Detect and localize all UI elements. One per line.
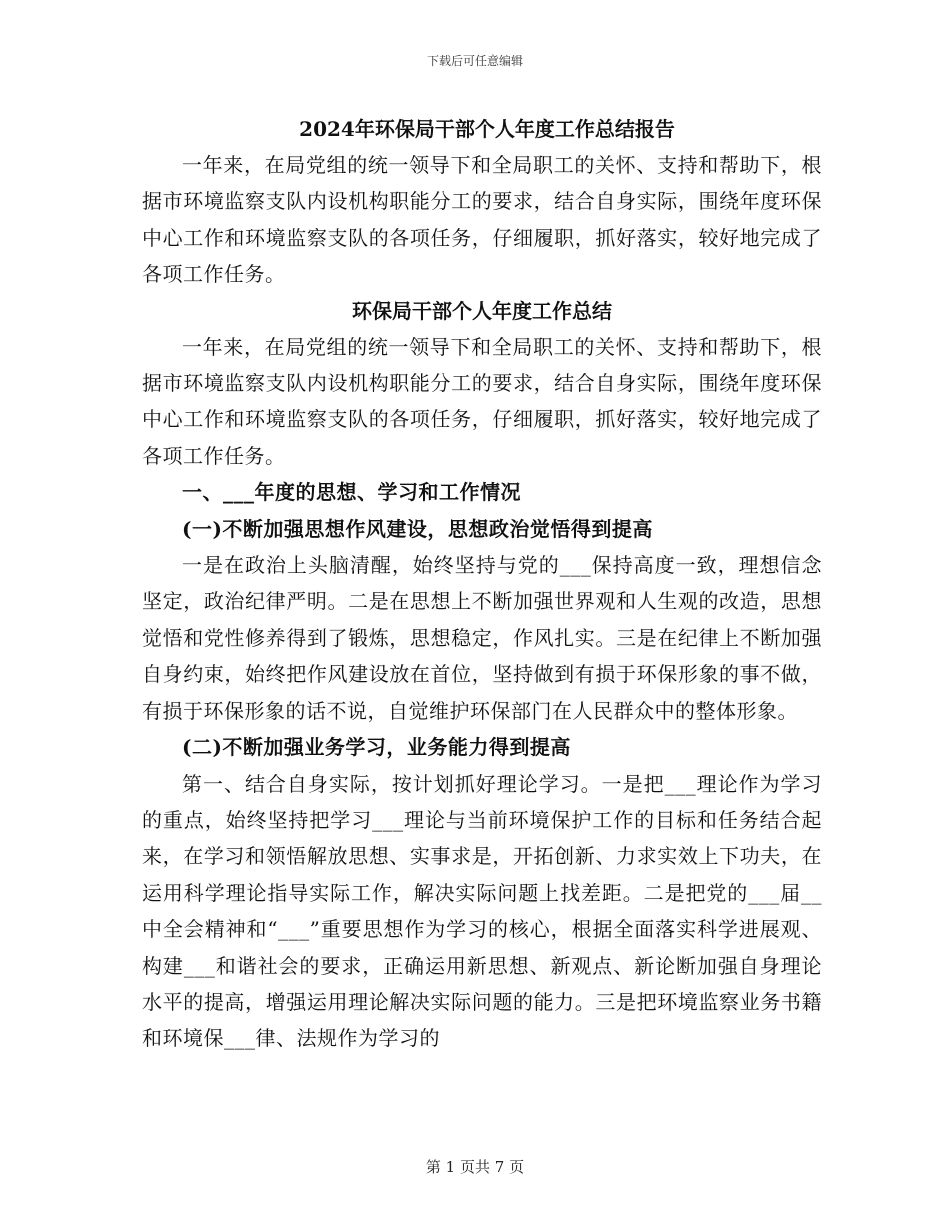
section-1-heading: 一、___年度的思想、学习和工作情况 xyxy=(182,480,521,505)
section-1-1-heading: (一)不断加强思想作风建设，思想政治觉悟得到提高 xyxy=(182,516,653,541)
intro-paragraph-2: 一年来，在局党组的统一领导下和全局职工的关怀、支持和帮助下，根据市环境监察支队内设机构职能分工的要求，结合自身实际，围绕年度环保中心工作和环境监察支队的各项任务，仔细履职，抓好落实，较好地完成了各项工作任务。 xyxy=(142,334,822,468)
section-1-1-body: 一是在政治上头脑清醒，始终坚持与党的___保持高度一致，理想信念坚定，政治纪律严明。二是在思想上不断加强世界观和人生观的改造，思想觉悟和党性修养得到了锻炼，思想稳定，作风扎实。三是在纪律上不断加强自身约束，始终把作风建设放在首位，坚持做到有损于环保形象的事不做，有损于环保形象的话不说，自觉维护环保部门在人民群众中的整体形象。 xyxy=(142,553,822,723)
document-body xyxy=(142,111,822,1057)
section-1-2-body: 第一、结合自身实际，按计划抓好理论学习。一是把___理论作为学习的重点，始终坚持把学习___理论与当前环境保护工作的目标和任务结合起来，在学习和领悟解放思想、实事求是，开拓创新、力求实效上下功夫，在运用科学理论指导实际工作，解决实际问题上找差距。二是把党的___届__中全会精神和“___”重要思想作为学习的核心，根据全面落实科学进展观、构建___和谐社会的要求，正确运用新思想、新观点、新论断加强自身理论水平的提高，增强运用理论解决实际问题的能力。三是把环境监察业务书籍和环境保___律、法规作为学习的 xyxy=(142,771,822,1051)
document-title: 2024年环保局干部个人年度工作总结报告 xyxy=(299,117,675,141)
intro-paragraph: 一年来，在局党组的统一领导下和全局职工的关怀、支持和帮助下，根据市环境监察支队内设机构职能分工的要求，结合自身实际，围绕年度环保中心工作和环境监察支队的各项任务，仔细履职，抓好落实，较好地完成了各项工作任务。 xyxy=(142,153,822,287)
section-1-2-heading: (二)不断加强业务学习，业务能力得到提高 xyxy=(182,735,571,760)
page-number: 第 1 页共 7 页 xyxy=(425,1158,525,1176)
page-header: 下载后可任意编辑 xyxy=(426,54,523,68)
document-subtitle: 环保局干部个人年度工作总结 xyxy=(352,298,612,323)
